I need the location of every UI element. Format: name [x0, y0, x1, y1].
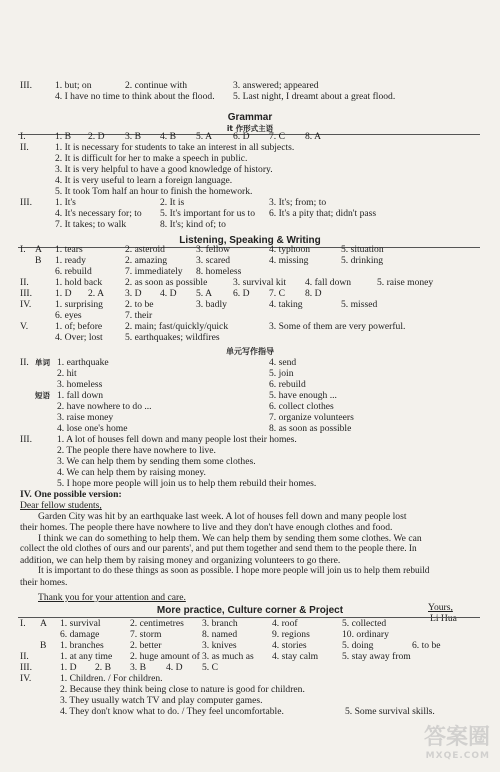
section-subtitle: it 作形式主语	[226, 124, 274, 133]
essay-line: their homes. The people there have nowhere to live and they don't have enough clothes and food.	[20, 522, 393, 533]
answer-item: 2. have nowhere to do ...	[57, 401, 152, 412]
divider	[18, 247, 480, 248]
answer-item: 7. organize volunteers	[269, 412, 354, 423]
watermark-cn: 答案圈	[423, 725, 490, 750]
answer-item: 5. collected	[342, 618, 387, 629]
answer-item: 6. rebuild	[269, 379, 306, 390]
answer-item: 2. A	[88, 288, 104, 299]
answer-item: 3. They usually watch TV and play computer games.	[60, 695, 263, 706]
answer-item: 3. raise money	[57, 412, 114, 423]
site-watermark	[410, 720, 490, 760]
answer-item: 9. regions	[272, 629, 310, 640]
answer-item: 8. D	[305, 288, 322, 299]
answer-item: 8. named	[202, 629, 238, 640]
answer-item: 8. A	[305, 131, 321, 142]
answer-item: 10. ordinary	[342, 629, 389, 640]
essay-line: It is important to do these things as soon as possible. I hope more people will join us to help them rebuild	[38, 566, 430, 576]
answer-item: 7. their	[125, 310, 153, 321]
answer-item: 2. better	[130, 640, 162, 651]
answer-item: 2. main; fast/quickly/quick	[125, 321, 229, 332]
answer-item: 1. survival	[60, 618, 101, 629]
answer-item: 2. to be	[125, 299, 154, 310]
answer-item: 6. collect clothes	[269, 401, 334, 412]
answer-item: 3. Some of them are very powerful.	[269, 321, 406, 332]
answer-item: 7. It takes; to walk	[55, 219, 127, 230]
essay-closing: Yours,	[428, 602, 453, 613]
answer-item: 1. A lot of houses fell down and many people lost their homes.	[57, 434, 297, 445]
answer-item: 2. D	[88, 131, 105, 142]
answer-item: 4. typhoon	[269, 244, 311, 255]
answer-item: 5. I hope more people will join us to help them rebuild their homes.	[57, 478, 317, 489]
answer-item: 3. B	[130, 662, 146, 673]
section-number: III.	[20, 80, 32, 91]
answer-item: 1. tears	[55, 244, 83, 255]
section-number: III.	[20, 197, 32, 208]
section-title-grammar: Grammar	[227, 112, 273, 123]
subsection-label: A	[35, 244, 42, 255]
section-number: III.	[20, 288, 32, 299]
answer-item: 1. Children. / For children.	[60, 673, 163, 684]
section-number: II.	[20, 142, 29, 153]
answer-item: 3. answered; appeared	[233, 80, 319, 91]
answer-item: 6. eyes	[55, 310, 82, 321]
answer-item: 4. send	[269, 357, 297, 368]
answer-item: 5. raise money	[377, 277, 434, 288]
section-title-writing-guide: 单元写作指导	[226, 347, 274, 356]
answer-item: 3. It is very helpful to have a good knowledge of history.	[55, 164, 273, 175]
answer-item: 4. B	[160, 131, 176, 142]
answer-item: 4. stay calm	[272, 651, 319, 662]
answer-item: 5. A	[196, 131, 212, 142]
answer-item: 7. storm	[130, 629, 162, 640]
answer-item: 1. It's	[55, 197, 76, 208]
answer-item: 4. D	[160, 288, 177, 299]
answer-item: 5. doing	[342, 640, 374, 651]
subsection-label: A	[40, 618, 47, 629]
essay-salutation: Dear fellow students,	[20, 500, 102, 511]
answer-item: 8. homeless	[196, 266, 242, 277]
answer-item: 2. B	[95, 662, 111, 673]
answer-item: 3. D	[125, 288, 142, 299]
answer-item: 3. It's; from; to	[269, 197, 327, 208]
answer-item: 3. fellow	[196, 244, 231, 255]
essay-signature: Li Hua	[430, 613, 457, 624]
answer-item: 3. as much as	[202, 651, 254, 662]
answer-item: 5. It's important for us to	[160, 208, 255, 219]
answer-item: 6. D	[233, 131, 250, 142]
answer-item: 1. It is necessary for students to take an interest in all subjects.	[55, 142, 295, 153]
section-number: IV.	[20, 673, 32, 684]
answer-item: 5. C	[202, 662, 218, 673]
essay-line: collect the old clothes of ours and our parents', and put them together and send them to the people there. In	[20, 544, 417, 554]
section-number: V.	[20, 321, 29, 332]
answer-item: 4. stories	[272, 640, 307, 651]
answer-item: 2. as soon as possible	[125, 277, 208, 288]
answer-item: 3. B	[125, 131, 141, 142]
answer-item: 3. badly	[196, 299, 227, 310]
answer-item: 2. It is difficult for her to make a speech in public.	[55, 153, 248, 164]
answer-item: 2. The people there have nowhere to live.	[57, 445, 216, 456]
section-number: III.	[20, 434, 32, 445]
answer-item: 6. to be	[412, 640, 441, 651]
section-number: I.	[20, 244, 26, 255]
essay-line: addition, we can help them by raising money and organizing volunteers to go there.	[20, 555, 341, 566]
answer-item: 2. asteroid	[125, 244, 165, 255]
answer-item: 6. damage	[60, 629, 100, 640]
answer-item: 7. C	[269, 288, 285, 299]
answer-item: 5. stay away from	[342, 651, 411, 662]
answer-item: 2. continue with	[125, 80, 188, 91]
answer-item: 3. survival kit	[233, 277, 287, 288]
answer-item: 1. B	[55, 131, 71, 142]
answer-item: 6. It's a pity that; didn't pass	[269, 208, 377, 219]
answer-item: 7. immediately	[125, 266, 183, 277]
section-number: II.	[20, 277, 29, 288]
essay-line: I think we can do something to help them. We can help them by sending them some clothes. We can	[38, 533, 422, 544]
answer-item: 5. It took Tom half an hour to finish the homework.	[55, 186, 253, 197]
answer-item: 1. D	[60, 662, 77, 673]
essay-line: Garden City was hit by an earthquake last week. A lot of houses fell down and many people lost	[38, 511, 407, 522]
answer-item: 2. centimetres	[130, 618, 184, 629]
section-number: IV.	[20, 299, 32, 310]
answer-item: 1. at any time	[60, 651, 113, 662]
answer-item: 1. hold back	[55, 277, 103, 288]
answer-item: 2. hit	[57, 368, 77, 379]
essay-heading: IV. One possible version:	[20, 489, 122, 500]
answer-item: 4. taking	[269, 299, 303, 310]
answer-item: 5. join	[269, 368, 294, 379]
answer-item: 8. as soon as possible	[269, 423, 352, 434]
answer-item: 2. huge amount of	[130, 651, 200, 662]
answer-item: 5. Some survival skills.	[345, 706, 435, 717]
answer-item: 4. They don't know what to do. / They feel uncomfortable.	[60, 706, 284, 717]
answer-item: 5. have enough ...	[269, 390, 337, 401]
answer-item: 5. drinking	[341, 255, 384, 266]
answer-item: 4. lose one's home	[57, 423, 128, 434]
answer-item: 2. amazing	[125, 255, 168, 266]
answer-item: 1. but; on	[55, 80, 92, 91]
watermark-en: MXQE.COM	[425, 751, 490, 761]
section-number: III.	[20, 662, 32, 673]
answer-item: 4. Over; lost	[55, 332, 103, 343]
answer-item: 3. scared	[196, 255, 231, 266]
subsection-label: B	[40, 640, 47, 651]
answer-item: 1. surprising	[55, 299, 103, 310]
answer-item: 3. homeless	[57, 379, 103, 390]
section-title-lsw: Listening, Speaking & Writing	[179, 235, 321, 246]
subsection-label: B	[35, 255, 42, 266]
section-number: II.	[20, 357, 29, 368]
answer-item: 1. earthquake	[57, 357, 109, 368]
word-tag: 单词	[35, 358, 50, 367]
answer-item: 6. D	[233, 288, 250, 299]
answer-item: 4. D	[166, 662, 183, 673]
answer-item: 4. I have no time to think about the flood.	[55, 91, 215, 102]
answer-item: 5. earthquakes; wildfires	[125, 332, 220, 343]
answer-item: 6. rebuild	[55, 266, 92, 277]
answer-item: 3. branch	[202, 618, 238, 629]
answer-item: 1. D	[55, 288, 72, 299]
answer-item: 4. missing	[269, 255, 309, 266]
answer-item: 4. It is very useful to learn a foreign language.	[55, 175, 233, 186]
section-number: I.	[20, 131, 26, 142]
answer-item: 4. fall down	[305, 277, 352, 288]
answer-item: 5. A	[196, 288, 212, 299]
answer-item: 3. knives	[202, 640, 237, 651]
answer-item: 4. roof	[272, 618, 298, 629]
section-number: I.	[20, 618, 26, 629]
answer-item: 2. Because they think being close to nature is good for children.	[60, 684, 305, 695]
answer-item: 4. We can help them by raising money.	[57, 467, 206, 478]
answer-item: 3. We can help them by sending them some clothes.	[57, 456, 256, 467]
answer-item: 2. It is	[160, 197, 185, 208]
answer-item: 5. Last night, I dreamt about a great flood.	[233, 91, 396, 102]
answer-item: 1. ready	[55, 255, 86, 266]
section-title-more-practice: More practice, Culture corner & Project	[156, 605, 344, 616]
answer-item: 7. C	[269, 131, 285, 142]
answer-item: 5. missed	[341, 299, 378, 310]
answer-item: 4. It's necessary for; to	[55, 208, 142, 219]
essay-thanks: Thank you for your attention and care.	[38, 592, 186, 603]
phrase-tag: 短语	[35, 391, 50, 400]
answer-item: 8. It's; kind of; to	[160, 219, 226, 230]
essay-line: their homes.	[20, 577, 68, 588]
section-number: II.	[20, 651, 29, 662]
answer-item: 1. of; before	[55, 321, 103, 332]
answer-item: 1. fall down	[57, 390, 104, 401]
answer-item: 1. branches	[60, 640, 104, 651]
answer-item: 5. situation	[341, 244, 384, 255]
